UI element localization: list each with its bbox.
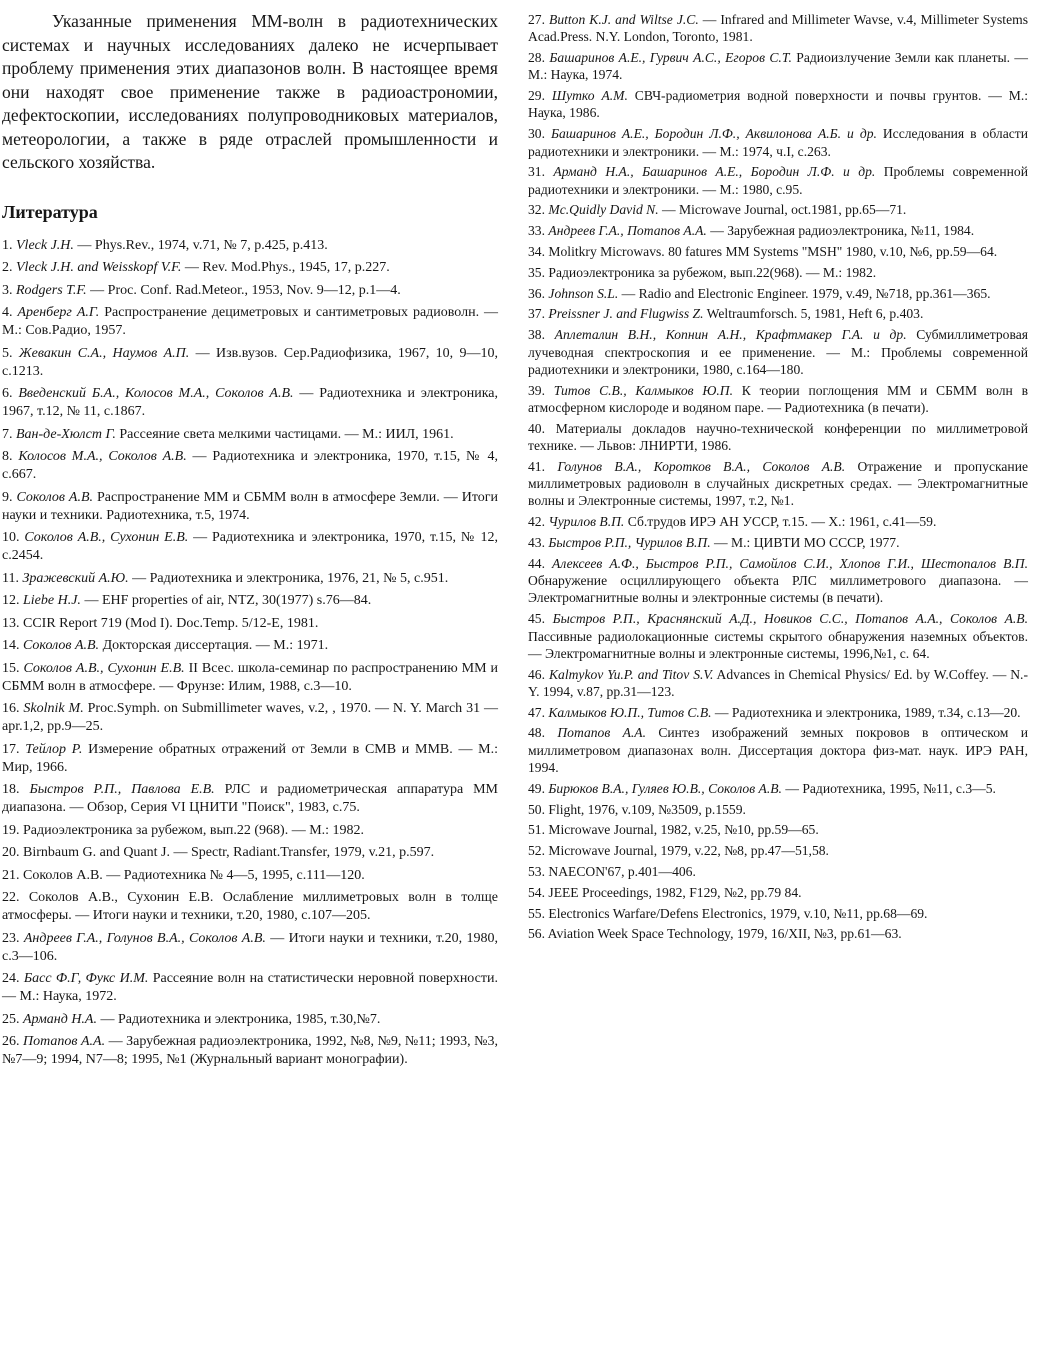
reference-authors: Арманд Н.А. xyxy=(23,1011,97,1027)
reference-item xyxy=(528,801,1028,818)
reference-text: — Радиотехника и электроника, 1967, т.12, № 11, с.1867. xyxy=(2,386,498,419)
reference-authors: Быстров Р.П., Павлова Е.В. xyxy=(29,782,215,797)
reference-number: 2. xyxy=(2,260,13,275)
reference-authors: Соколов А.В. xyxy=(23,638,100,653)
reference-item xyxy=(2,930,498,966)
reference-item xyxy=(2,592,498,610)
reference-text: Исследования в области радиотехники и электроники. — М.: 1974, ч.I, с.263. xyxy=(528,126,1028,159)
reference-authors: Быстров Р.П., Чурилов В.П. xyxy=(548,535,711,551)
reference-item xyxy=(528,326,1028,378)
reference-number: 31. xyxy=(528,164,545,180)
reference-text: Microwave Journal, 1979, v.22, №8, pp.47—51,58. xyxy=(548,843,829,859)
reference-text: JEEE Proceedings, 1982, F129, №2, pp.79 84. xyxy=(548,884,802,900)
reference-authors: Соколов А.В., Сухонин Е.В. xyxy=(23,660,185,676)
reference-text: — Радиотехника и электроника, 1970, т.15, № 4, с.667. xyxy=(2,449,499,482)
reference-number: 24. xyxy=(2,971,20,986)
reference-item xyxy=(2,345,498,381)
reference-text: — Зарубежная радиоэлектроника, 1992, №8, №9, №11; 1993, №3, №7—9; 1994, N7—8; 1995, №1 (Журнальный вариант монографии). xyxy=(2,1034,499,1067)
reference-number: 3. xyxy=(2,282,13,298)
reference-authors: Голунов В.А., Коротков В.А., Соколов А.В. xyxy=(557,458,846,474)
reference-text: Проблемы современной радиотехники и электроники. — М.: 1980, с.95. xyxy=(528,164,1028,197)
reference-number: 4. xyxy=(2,305,13,320)
reference-number: 35. xyxy=(528,264,545,280)
reference-item xyxy=(528,513,1028,530)
reference-text: II Всес. школа-семинар по распространению ММ и СБММ волн в атмосфере. — Фрунзе: Илим, 1988, с.3—10. xyxy=(2,660,498,694)
reference-item xyxy=(2,889,498,925)
reference-text: — EHF properties of air, NTZ, 30(1977) s.76—84. xyxy=(80,593,372,608)
reference-number: 51. xyxy=(528,822,545,838)
reference-item xyxy=(2,1011,498,1029)
reference-number: 37. xyxy=(528,306,545,322)
reference-authors: Быстров Р.П., Краснянский А.Д., Новиков С.С., Потапов А.А., Соколов А.В. xyxy=(552,611,1028,627)
left-column xyxy=(2,0,498,1074)
reference-number: 22. xyxy=(2,890,20,905)
reference-item xyxy=(528,842,1028,859)
reference-number: 40. xyxy=(528,420,545,436)
reference-item xyxy=(2,844,498,862)
reference-item xyxy=(2,304,498,340)
reference-text: Распространение дециметровых и сантиметровых радиоволн. — М.: Сов.Радио, 1957. xyxy=(2,305,499,338)
reference-authors: Алексеев А.Ф., Быстров Р.П., Самойлов С.И., Хлопов Г.И., Шестопалов В.П. xyxy=(552,555,1028,571)
reference-number: 12. xyxy=(2,593,20,608)
reference-authors: Аплеталин В.Н., Копнин А.Н., Крафтмакер Г.А. и др. xyxy=(554,327,907,343)
reference-item xyxy=(528,87,1028,122)
reference-item xyxy=(528,201,1028,218)
reference-text: Birnbaum G. and Quant J. — Spectr, Radiant.Transfer, 1979, v.21, p.597. xyxy=(23,845,435,860)
reference-text: — Phys.Rev., 1974, v.71, № 7, p.425, p.413. xyxy=(73,237,328,253)
reference-number: 46. xyxy=(528,666,545,682)
reference-item xyxy=(2,237,498,255)
reference-number: 44. xyxy=(528,555,545,571)
reference-text: СВЧ-радиометрия водной поверхности и почвы грунтов. — М.: Наука, 1986. xyxy=(528,88,1028,121)
reference-authors: Зражевский А.Ю. xyxy=(22,570,129,586)
reference-authors: Johnson S.L. xyxy=(548,285,619,301)
reference-authors: Skolnik M. xyxy=(23,701,84,716)
reference-item xyxy=(2,529,498,565)
reference-text: — Итоги науки и техники, т.20, 1980, с.3—106. xyxy=(2,930,498,964)
reference-number: 8. xyxy=(2,449,13,464)
reference-text: Радиоэлектроника за рубежом, вып.22(968). — М.: 1982. xyxy=(548,264,877,280)
reference-text: — Радиотехника и электроника, 1985, т.30,№7. xyxy=(96,1011,381,1027)
reference-authors: Button K.J. and Wiltse J.C. xyxy=(549,12,699,27)
reference-authors: Соколов А.В. xyxy=(16,489,94,505)
reference-text: NAECON'67, p.401—406. xyxy=(548,864,696,880)
reference-item xyxy=(528,125,1028,160)
reference-item xyxy=(528,264,1028,281)
reference-item xyxy=(2,867,498,885)
reference-number: 10. xyxy=(2,530,20,545)
reference-item xyxy=(2,489,498,525)
reference-text: Molitkry Microwavs. 80 fatures MM Systems "MSH" 1980, v.10, №6, pp.59—64. xyxy=(548,244,998,260)
reference-item xyxy=(528,458,1028,510)
reference-text: РЛС и радиометрическая аппаратура ММ диапазона. — Обзор, Серия VI ЦНИТИ "Поиск", 1983, с.75. xyxy=(2,782,498,815)
reference-text: Обнаружение осциллирующего объекта РЛС миллиметрового диапазона. — Электромагнитные волны и электронные системы (в печати). xyxy=(528,573,1028,606)
reference-text: Microwave Journal, 1982, v.25, №10, pp.59—65. xyxy=(548,822,819,838)
reference-number: 43. xyxy=(528,535,545,551)
reference-text: Сб.трудов ИРЭ АН УССР, т.15. — Х.: 1961, с.41—59. xyxy=(624,514,937,530)
reference-text: Распространение ММ и СБММ волн в атмосфере Земли. — Итоги науки и техники. Радиотехника, т.5, 1974. xyxy=(2,489,498,523)
intro-paragraph: Указанные применения ММ-волн в радиотехнических системах и научных исследованиях далеко не исчерпывает проблему применения этих диапазонов волн. В настоящее время они находят свое применение также в радиоастрономии, дефектоскопии, исследованиях полупроводниковых материалов, метеорологии, а также в ряде отраслей промышленности и сельского хозяйства. xyxy=(2,11,498,172)
reference-text: — Зарубежная радиоэлектроника, №11, 1984. xyxy=(706,223,975,239)
reference-number: 34. xyxy=(528,244,545,260)
reference-number: 20. xyxy=(2,845,20,860)
reference-number: 56. xyxy=(528,926,545,942)
reference-item xyxy=(528,11,1028,46)
reference-number: 18. xyxy=(2,782,20,797)
reference-number: 15. xyxy=(2,660,20,676)
reference-item xyxy=(528,610,1028,662)
reference-authors: Rodgers T.F. xyxy=(16,282,87,298)
reference-text: Соколов А.В. — Радиотехника № 4—5, 1995, с.111—120. xyxy=(23,867,365,883)
reference-text: Пассивные радиолокационные системы скрытого обнаружения наземных объектов. — Электромагнитные волны и электронные системы, 1996,№1, с. 64. xyxy=(528,628,1028,661)
reference-item xyxy=(528,222,1028,239)
reference-number: 26. xyxy=(2,1034,20,1049)
reference-item xyxy=(2,700,498,736)
reference-number: 14. xyxy=(2,638,20,653)
reference-text: — Радиотехника, 1995, №11, с.3—5. xyxy=(781,780,996,796)
reference-text: — Радиотехника и электроника, 1970, т.15, № 12, с.2454. xyxy=(2,530,498,563)
reference-number: 16. xyxy=(2,701,20,716)
reference-authors: Потапов А.А. xyxy=(557,725,646,741)
reference-text: — Radio and Electronic Engineer. 1979, v.49, №718, pp.361—365. xyxy=(618,285,991,301)
reference-text: Материалы докладов научно-технической конференции по миллиметровой технике. — Львов: ЛНИРТИ, 1986. xyxy=(528,420,1028,454)
reference-text: Aviation Week Space Technology, 1979, 16/XII, №3, pp.61—63. xyxy=(547,926,902,942)
reference-number: 52. xyxy=(528,843,545,859)
reference-item xyxy=(528,555,1028,607)
reference-item xyxy=(2,637,498,655)
reference-authors: Аренберг А.Г. xyxy=(17,305,100,320)
reference-text: — Microwave Journal, oct.1981, pp.65—71. xyxy=(658,202,907,218)
reference-list-right xyxy=(528,11,1028,943)
reference-number: 1. xyxy=(2,237,13,253)
reference-authors: Андреев Г.А., Голунов В.А., Соколов А.В. xyxy=(23,930,266,946)
reference-authors: Kalmykov Yu.P. and Titov S.V. xyxy=(548,666,714,682)
reference-text: — Радиотехника и электроника, 1976, 21, № 5, с.951. xyxy=(128,570,449,586)
reference-item xyxy=(2,970,498,1006)
reference-number: 17. xyxy=(2,741,20,757)
reference-text: Соколов А.В., Сухонин Е.В. Ослабление миллиметровых волн в толще атмосферы. — Итоги науки и техники, т.20, 1980, с.107—205. xyxy=(2,890,499,923)
reference-authors: Vleck J.H. and Weisskopf V.F. xyxy=(16,260,182,275)
reference-number: 54. xyxy=(528,884,545,900)
reference-item xyxy=(528,863,1028,880)
reference-item xyxy=(2,259,498,277)
reference-number: 21. xyxy=(2,867,20,883)
right-column xyxy=(528,0,1028,946)
reference-authors: Чурилов В.П. xyxy=(548,514,625,530)
reference-text: — Infrared and Millimeter Wavse, v.4, Millimeter Systems Acad.Press. N.Y. London, Toronto, 1981. xyxy=(528,12,1028,45)
reference-number: 6. xyxy=(2,386,13,401)
reference-authors: Калмыков Ю.П., Титов С.В. xyxy=(548,704,712,720)
reference-item xyxy=(528,305,1028,322)
reference-text: — М.: ЦИВТИ МО СССР, 1977. xyxy=(710,535,900,551)
reference-number: 48. xyxy=(528,725,545,741)
reference-number: 9. xyxy=(2,489,13,505)
reference-item xyxy=(528,884,1028,901)
reference-item xyxy=(528,780,1028,797)
reference-text: Flight, 1976, v.109, №3509, p.1559. xyxy=(548,801,746,817)
reference-number: 42. xyxy=(528,514,545,530)
reference-number: 7. xyxy=(2,426,13,442)
reference-number: 13. xyxy=(2,615,20,631)
reference-number: 53. xyxy=(528,864,545,880)
reference-authors: Басс Ф.Г, Фукс И.М. xyxy=(23,971,149,986)
reference-number: 25. xyxy=(2,1011,20,1027)
reference-authors: Тейлор Р. xyxy=(25,741,83,757)
reference-number: 38. xyxy=(528,327,545,343)
reference-text: Advances in Chemical Physics/ Ed. by W.Coffey. — N.-Y. 1994, v.87, pp.31—123. xyxy=(528,666,1028,699)
reference-text: Рассеяние волн на статистически неровной поверхности. — М.: Наука, 1972. xyxy=(2,971,498,1004)
references-heading: Литература xyxy=(2,201,98,222)
reference-number: 55. xyxy=(528,905,545,921)
reference-text: Отражение и пропускание миллиметровых радиоволн в случайных дискретных средах. — Электромагнитные волны и Электронные системы, 1997, т.2, №1. xyxy=(528,458,1029,509)
reference-item xyxy=(528,382,1028,417)
reference-item xyxy=(2,426,498,444)
reference-authors: Жевакин С.А., Наумов А.П. xyxy=(18,345,190,361)
reference-number: 19. xyxy=(2,822,20,838)
reference-text: Синтез изображений земных покровов в оптическом и миллиметровом диапазонах волн. Диссертация доктора физ-мат. наук. ИРЭ РАН, 1994. xyxy=(528,725,1028,776)
reference-text: Радиоэлектроника за рубежом, вып.22 (968). — М.: 1982. xyxy=(23,822,365,838)
reference-item xyxy=(528,534,1028,551)
reference-item xyxy=(528,285,1028,302)
reference-number: 36. xyxy=(528,285,545,301)
reference-item xyxy=(528,724,1028,776)
reference-number: 29. xyxy=(528,88,545,104)
reference-item xyxy=(2,822,498,840)
reference-number: 11. xyxy=(2,570,19,586)
reference-authors: Бирюков В.А., Гуляев Ю.В., Соколов А.В. xyxy=(548,780,782,796)
reference-number: 50. xyxy=(528,801,545,817)
reference-item xyxy=(2,781,498,817)
reference-item xyxy=(528,163,1028,198)
reference-text: CCIR Report 719 (Mod I). Doc.Temp. 5/12-E, 1981. xyxy=(23,615,319,631)
reference-item xyxy=(2,448,498,484)
reference-text: — Радиотехника и электроника, 1989, т.34, с.13—20. xyxy=(711,704,1021,720)
reference-authors: Башаринов А.Е., Гурвич А.С., Егоров С.Т. xyxy=(549,50,792,66)
reference-text: К теории поглощения ММ и СБММ волн в атмосферном кислороде и водяном паре. — Радиотехника (в печати). xyxy=(528,382,1028,415)
reference-number: 39. xyxy=(528,382,545,398)
reference-item xyxy=(528,905,1028,922)
reference-authors: Mc.Quidly David N. xyxy=(548,202,659,218)
reference-number: 33. xyxy=(528,223,545,239)
reference-text: Electronics Warfare/Defens Electronics, 1979, v.10, №11, pp.68—69. xyxy=(548,905,928,921)
reference-item xyxy=(2,1033,498,1069)
reference-item xyxy=(528,420,1028,455)
reference-list-left xyxy=(2,237,498,1070)
reference-item xyxy=(528,925,1028,942)
reference-number: 30. xyxy=(528,126,545,142)
reference-authors: Vleck J.H. xyxy=(16,237,74,253)
reference-authors: Соколов А.В., Сухонин Е.В. xyxy=(24,530,189,545)
reference-text: — Proc. Conf. Rad.Meteor., 1953, Nov. 9—12, p.1—4. xyxy=(86,282,401,298)
reference-number: 49. xyxy=(528,780,545,796)
reference-authors: Ван-де-Хюлст Г. xyxy=(16,426,116,442)
reference-number: 45. xyxy=(528,611,545,627)
reference-text: Радиоизлучение Земли как планеты. — М.: Наука, 1974. xyxy=(528,50,1029,83)
reference-number: 5. xyxy=(2,345,13,361)
reference-authors: Колосов М.А., Соколов А.В. xyxy=(18,449,187,464)
reference-item xyxy=(528,243,1028,260)
reference-authors: Preissner J. and Flugwiss Z. xyxy=(548,306,704,322)
reference-authors: Титов С.В., Калмыков Ю.П. xyxy=(553,382,733,398)
reference-authors: Андреев Г.А., Потапов А.А. xyxy=(548,223,707,239)
reference-text: Рассеяние света мелкими частицами. — М.: ИИЛ, 1961. xyxy=(115,426,454,442)
reference-item xyxy=(2,660,498,696)
reference-text: Weltraumforsch. 5, 1981, Heft 6, p.403. xyxy=(703,306,924,322)
reference-text: Измерение обратных отражений от Земли в СМВ и ММВ. — М.: Мир, 1966. xyxy=(2,741,499,775)
reference-number: 27. xyxy=(528,12,545,27)
reference-number: 28. xyxy=(528,50,545,66)
reference-authors: Liebe H.J. xyxy=(23,593,81,608)
reference-authors: Шутко А.М. xyxy=(551,88,628,104)
reference-item xyxy=(2,282,498,300)
reference-item xyxy=(2,615,498,633)
reference-item xyxy=(2,741,498,777)
reference-text: Proc.Symph. on Submillimeter waves, v.2, , 1970. — N. Y. March 31 — apr.1,2, pp.9—25. xyxy=(2,701,499,734)
reference-authors: Башаринов А.Е., Бородин Л.Ф., Аквилонова А.Б. и др. xyxy=(550,126,877,142)
reference-item xyxy=(528,821,1028,838)
reference-number: 32. xyxy=(528,202,545,218)
reference-number: 41. xyxy=(528,458,545,474)
reference-authors: Введенский Б.А., Колосов М.А., Соколов А.В. xyxy=(18,386,294,401)
reference-item xyxy=(528,666,1028,701)
reference-text: — Изв.вузов. Сер.Радиофизика, 1967, 10, 9—10, с.1213. xyxy=(2,345,499,379)
reference-text: Докторская диссертация. — М.: 1971. xyxy=(99,638,329,653)
reference-item xyxy=(528,704,1028,721)
reference-item xyxy=(2,570,498,588)
reference-text: Субмиллиметровая лучеводная спектроскопия и ее применение. — М.: Проблемы современной радиотехники и электроники, 1980, с.164—180. xyxy=(528,327,1028,377)
reference-item xyxy=(528,49,1028,84)
reference-number: 23. xyxy=(2,930,20,946)
reference-item xyxy=(2,385,498,421)
reference-text: — Rev. Mod.Phys., 1945, 17, p.227. xyxy=(181,260,390,275)
reference-authors: Потапов А.А. xyxy=(23,1034,106,1049)
reference-number: 47. xyxy=(528,704,545,720)
reference-authors: Арманд Н.А., Башаринов А.Е., Бородин Л.Ф. и др. xyxy=(553,164,876,180)
